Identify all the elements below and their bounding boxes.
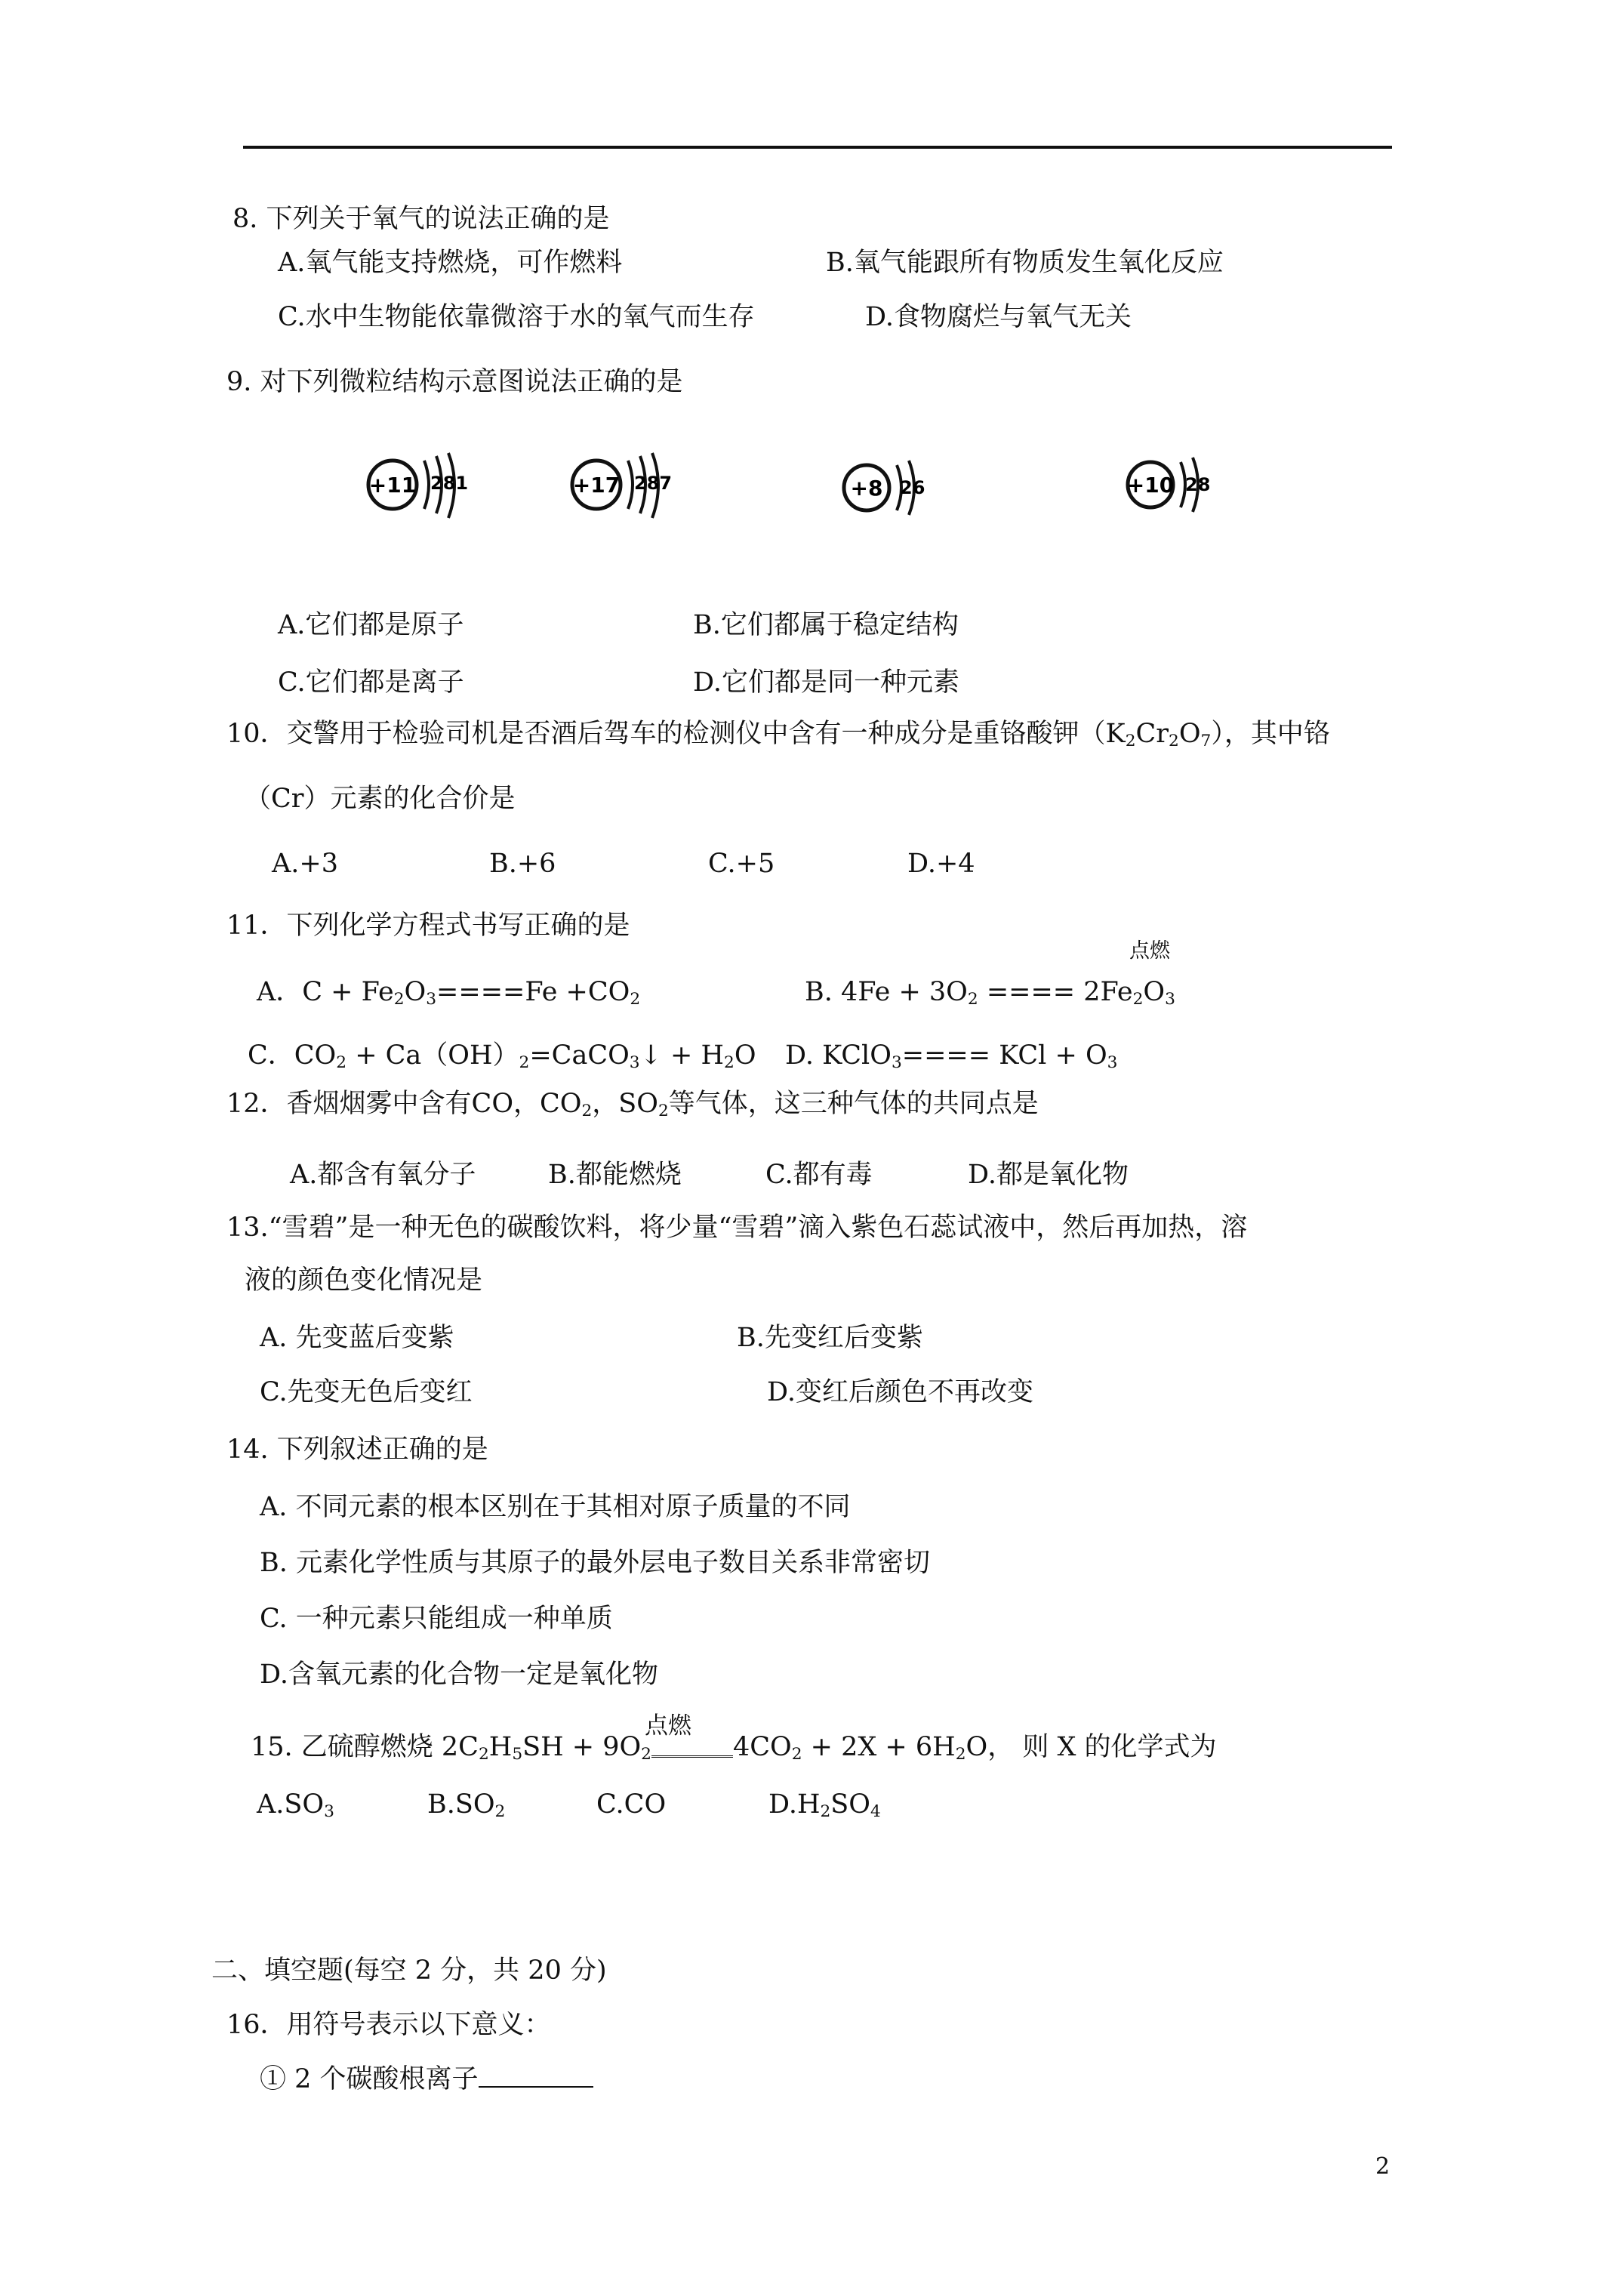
q10-option-b: B.+6 — [489, 849, 556, 879]
atom-2-shells: 287 — [634, 473, 673, 494]
atom-diagram-4 — [1127, 458, 1211, 512]
atom-4-nucleus: +10 — [1126, 473, 1175, 498]
atom-3-shells: 26 — [900, 477, 925, 498]
q11-option-c: C．$CO_2$ + $Ca(OH)_2=CaCO_3↓ + H_2O$ — [248, 1040, 756, 1072]
q9-stem: 9. 对下列微粒结构示意图说法正确的是 — [226, 367, 683, 397]
q13-option-d: D.变红后颜色不再改变 — [767, 1377, 1033, 1407]
q11-option-a: A．$C + Fe_2O_3====Fe +CO_2$ — [257, 977, 641, 1009]
q8-option-c: C.水中生物能依靠微溶于水的氧气而生存 — [278, 302, 755, 332]
q14-option-d: D.含氧元素的化合物一定是氧化物 — [260, 1660, 658, 1690]
q12-stem: 12．香烟烟雾中含有CO，$CO_2$，$SO_2$等气体，这三种气体的共同点是 — [226, 1089, 1039, 1120]
q9-option-a: A.它们都是原子 — [278, 610, 464, 640]
q12-option-a: A.都含有氧分子 — [290, 1160, 476, 1190]
atom-2-nucleus: +17 — [572, 473, 621, 498]
q14-stem: 14. 下列叙述正确的是 — [226, 1435, 488, 1465]
q11-option-d: D. KClO$_3$==== KCl + $O_3$ — [785, 1040, 1118, 1072]
q13-option-b: B.先变红后变紫 — [737, 1323, 923, 1353]
q10-line1: 10．交警用于检验司机是否酒后驾车的检测仪中含有一种成分是重铬酸钾$(K_2Cr_2O_7)$，其中铬 — [226, 719, 1330, 750]
q10-option-a: A.+3 — [272, 849, 338, 879]
q15-stem: 15. 乙硫醇燃烧 $2C_2H_5SH + 9O_2$ $4CO_2 + 2X + 6H_2O$， 则 X 的化学式为 — [251, 1732, 1217, 1764]
q16-stem: 16．用符号表示以下意义： — [226, 2010, 551, 2040]
q10-option-d: D.+4 — [907, 849, 975, 879]
q8-option-a: A.氧气能支持燃烧，可作燃料 — [278, 248, 623, 278]
q8-option-b: B.氧气能跟所有物质发生氧化反应 — [826, 248, 1224, 278]
q12-option-d: D.都是氧化物 — [968, 1160, 1129, 1190]
answer-blank[interactable] — [479, 2063, 593, 2088]
atom-diagram-2 — [572, 453, 672, 518]
page-number: 2 — [1375, 2153, 1390, 2180]
q8-stem: 8. 下列关于氧气的说法正确的是 — [233, 204, 610, 234]
atom-structure-diagrams — [355, 438, 1261, 551]
atom-diagram-1 — [368, 453, 468, 518]
atom-1-nucleus: +11 — [368, 473, 417, 498]
q14-option-b: B. 元素化学性质与其原子的最外层电子数目关系非常密切 — [260, 1548, 930, 1578]
q12-option-b: B.都能燃烧 — [548, 1160, 682, 1190]
q10-line2: （Cr）元素的化合价是 — [245, 784, 516, 814]
q9-option-c: C.它们都是离子 — [278, 667, 464, 698]
q15-option-d: $D.H_2SO_4$ — [768, 1789, 881, 1821]
q11-ignite-label: 点燃 — [1129, 939, 1170, 963]
q15-option-a: $A.SO_3$ — [257, 1789, 334, 1821]
atom-3-nucleus: +8 — [850, 476, 883, 501]
q15-option-b: $B.SO_2$ — [427, 1789, 506, 1821]
q13-option-a: A. 先变蓝后变紫 — [260, 1323, 454, 1353]
q13-line2: 液的颜色变化情况是 — [245, 1265, 483, 1296]
q15-ignite-label: 点燃 — [645, 1712, 691, 1740]
q9-option-b: B.它们都属于稳定结构 — [693, 610, 959, 640]
q11-option-b: B. $4Fe + 3O_2$ ==== $2Fe_2O_3$ — [805, 977, 1175, 1009]
q15-option-c: C.CO — [596, 1789, 667, 1820]
q14-option-a: A. 不同元素的根本区别在于其相对原子质量的不同 — [260, 1492, 851, 1522]
q9-option-d: D.它们都是同一种元素 — [693, 667, 959, 698]
section-2-title: 二、填空题(每空 2 分，共 20 分) — [211, 1955, 607, 1986]
q14-option-c: C. 一种元素只能组成一种单质 — [260, 1604, 613, 1634]
q12-option-c: C.都有毒 — [765, 1160, 873, 1190]
atom-1-shells: 281 — [430, 473, 469, 494]
q16-item-1: ① 2 个碳酸根离子 — [260, 2063, 593, 2096]
q10-option-c: C.+5 — [708, 849, 775, 879]
atom-diagram-3 — [844, 461, 925, 515]
q11-stem: 11．下列化学方程式书写正确的是 — [226, 911, 630, 941]
q8-option-d: D.食物腐烂与氧气无关 — [865, 302, 1132, 332]
atom-4-shells: 28 — [1185, 474, 1211, 495]
q13-option-c: C.先变无色后变红 — [260, 1377, 473, 1407]
header-rule — [243, 146, 1392, 149]
q13-line1: 13.“雪碧”是一种无色的碳酸饮料，将少量“雪碧”滴入紫色石蕊试液中，然后再加热，溶 — [226, 1213, 1248, 1243]
